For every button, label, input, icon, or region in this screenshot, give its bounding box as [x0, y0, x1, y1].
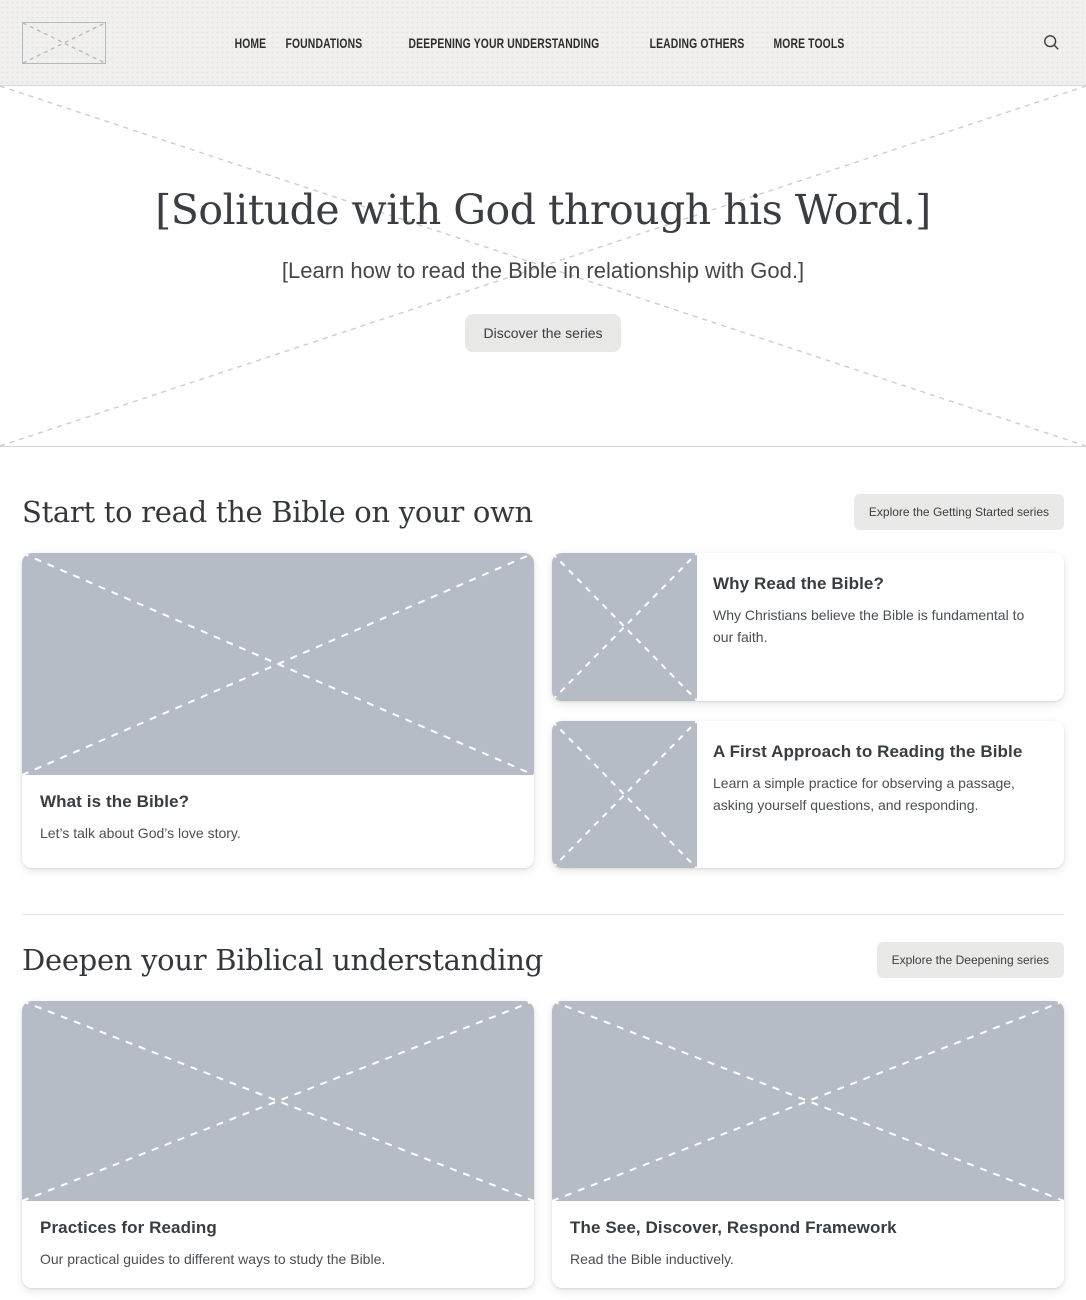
hero-title: [Solitude with God through his Word.] — [155, 186, 931, 234]
section-title-deepening: Deepen your Biblical understanding — [22, 943, 543, 977]
section-title-getting-started: Start to read the Bible on your own — [22, 495, 533, 529]
card-title: A First Approach to Reading the Bible — [713, 741, 1023, 761]
nav-item-deepening-your-understanding[interactable]: DEEPENING YOUR UNDERSTANDING — [408, 34, 600, 51]
card-first-approach[interactable] — [552, 721, 1064, 869]
nav-item-leading-others[interactable]: LEADING OTHERS — [649, 34, 745, 51]
nav-item-more-tools[interactable]: MORE TOOLS — [773, 34, 845, 51]
placeholder-x-icon — [552, 721, 697, 869]
search-icon — [1043, 34, 1060, 51]
card-what-is-the-bible[interactable] — [22, 553, 534, 868]
card-description: Why Christians believe the Bible is fundamental to our faith. — [713, 607, 1025, 646]
hero-content — [0, 86, 1086, 352]
card-see-discover-respond[interactable] — [552, 1001, 1064, 1288]
placeholder-x-icon — [552, 553, 697, 701]
deepening-card-grid — [22, 1001, 1064, 1288]
card-image-placeholder — [552, 1001, 1064, 1201]
card-description: Let’s talk about God’s love story. — [40, 825, 241, 841]
card-description: Our practical guides to different ways to study the Bible. — [40, 1251, 386, 1267]
nav-item-home[interactable]: HOME — [234, 34, 267, 51]
placeholder-x-icon — [22, 1001, 534, 1201]
nav-item-foundations[interactable]: FOUNDATIONS — [285, 34, 362, 51]
discover-series-button[interactable]: Discover the series — [465, 314, 620, 352]
card-title: The See, Discover, Respond Framework — [570, 1218, 897, 1237]
placeholder-x-icon — [552, 1001, 1064, 1201]
card-image-placeholder — [552, 721, 697, 869]
site-header — [0, 0, 1086, 86]
card-practices-for-reading[interactable] — [22, 1001, 534, 1288]
hero-subtitle: [Learn how to read the Bible in relationship with God.] — [281, 258, 805, 283]
card-body — [22, 1201, 534, 1287]
card-title: Why Read the Bible? — [713, 574, 884, 593]
hero-banner — [0, 86, 1086, 447]
section-getting-started-header — [22, 494, 1064, 530]
main-nav — [0, 0, 1086, 85]
getting-started-card-grid — [22, 553, 1064, 868]
card-image-placeholder — [22, 553, 534, 775]
search-button[interactable] — [1038, 30, 1064, 56]
card-description: Learn a simple practice for observing a passage, asking yourself questions, and responding. — [713, 774, 1015, 813]
section-deepening-header — [22, 942, 1064, 978]
card-title: Practices for Reading — [40, 1218, 217, 1237]
card-image-placeholder — [22, 1001, 534, 1201]
card-body — [697, 553, 1064, 701]
card-title: What is the Bible? — [40, 792, 190, 811]
section-divider — [22, 914, 1064, 915]
card-image-placeholder — [552, 553, 697, 701]
explore-getting-started-button[interactable]: Explore the Getting Started series — [854, 494, 1064, 530]
card-body — [552, 1201, 1064, 1287]
card-description: Read the Bible inductively. — [570, 1251, 734, 1267]
card-why-read-the-bible[interactable] — [552, 553, 1064, 701]
logo-placeholder[interactable] — [22, 22, 106, 64]
card-body — [22, 775, 534, 861]
explore-deepening-button[interactable]: Explore the Deepening series — [877, 942, 1064, 978]
getting-started-right-column — [552, 553, 1064, 868]
page-content — [0, 494, 1086, 1288]
placeholder-x-icon — [22, 553, 534, 775]
placeholder-x-icon — [23, 23, 105, 63]
card-body — [697, 721, 1064, 869]
